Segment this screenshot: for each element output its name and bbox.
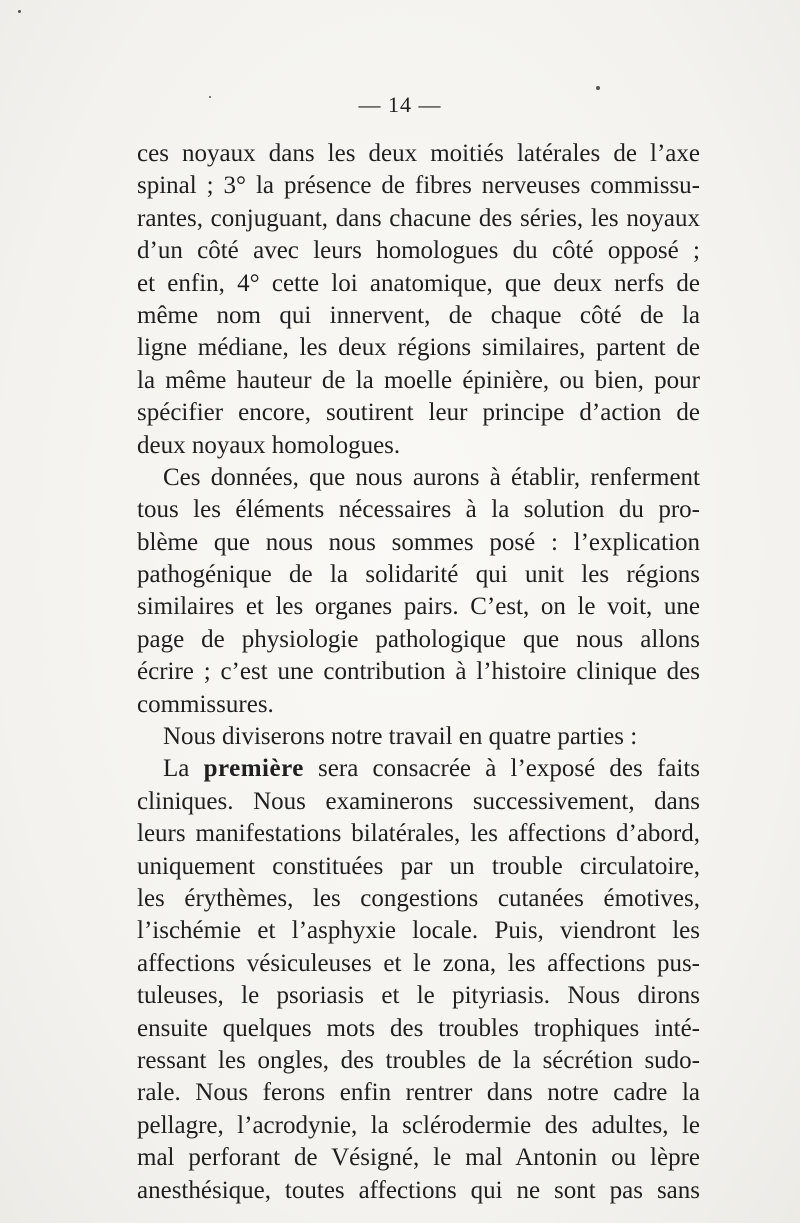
text-line: écrire ; c’est une contribution à l’histoire clinique des — [137, 658, 700, 686]
text-line: Ces données, que nous aurons à établir, renferment — [163, 463, 700, 491]
text-line: pellagre, l’acrodynie, la sclérodermie des adultes, le — [137, 1111, 700, 1139]
text-line: l’ischémie et l’asphyxie locale. Puis, viendront les — [137, 917, 700, 945]
ink-speck — [18, 10, 21, 13]
text-line: ligne médiane, les deux régions similaires, partent de — [137, 334, 700, 362]
body-text — [137, 138, 700, 1207]
page-number: — 14 — — [358, 92, 442, 117]
text-line: la même hauteur de la moelle épinière, ou bien, pour — [137, 366, 700, 394]
text-line: deux noyaux homologues. — [137, 431, 401, 459]
text-line: ces noyaux dans les deux moitiés latérales de l’axe — [137, 140, 700, 167]
text-line: uniquement constituées par un trouble circulatoire, — [137, 852, 700, 880]
text-line: pathogénique de la solidarité qui unit les régions — [137, 561, 700, 589]
emphasis-word: première — [203, 755, 304, 783]
text-line: spinal ; 3° la présence de fibres nerveuses commissu- — [137, 172, 700, 200]
text-line: spécifier encore, soutirent leur principe d’action de — [137, 399, 700, 427]
text-line: rale. Nous ferons enfin rentrer dans notre cadre la — [137, 1079, 700, 1107]
text-line: similaires et les organes pairs. C’est, on le voit, une — [137, 593, 700, 621]
text-line — [137, 753, 700, 785]
text-line: et enfin, 4° cette loi anatomique, que deux nerfs de — [137, 269, 700, 297]
text-line: ensuite quelques mots des troubles trophiques inté- — [137, 1014, 700, 1042]
text-run: sera consacrée à l’exposé des faits — [303, 755, 700, 783]
text-line: leurs manifestations bilatérales, les affections d’abord, — [137, 820, 700, 848]
text-run: La — [163, 755, 204, 783]
text-line: même nom qui innervent, de chaque côté de la — [137, 301, 700, 329]
ink-speck — [596, 86, 600, 90]
text-line: anesthésique, toutes affections qui ne sont pas sans — [137, 1176, 700, 1204]
text-line: commissures. — [137, 690, 274, 718]
text-line: affections vésiculeuses et le zona, les affections pus- — [137, 949, 700, 977]
text-line: ressant les ongles, des troubles de la sécrétion sudo- — [137, 1046, 700, 1074]
text-line: page de physiologie pathologique que nous allons — [137, 625, 700, 653]
text-line: d’un côté avec leurs homologues du côté opposé ; — [137, 237, 700, 265]
text-line: les érythèmes, les congestions cutanées émotives, — [137, 884, 700, 912]
text-line: mal perforant de Vésigné, le mal Antonin ou lèpre — [137, 1144, 700, 1172]
text-line: blème que nous nous sommes posé : l’explication — [137, 528, 700, 556]
text-line: rantes, conjuguant, dans chacune des séries, les noyaux — [137, 204, 700, 232]
text-line: tous les éléments nécessaires à la solution du pro- — [137, 496, 700, 524]
text-line: cliniques. Nous examinerons successivement, dans — [137, 787, 700, 815]
text-line: Nous diviserons notre travail en quatre parties : — [163, 723, 638, 751]
text-line: tuleuses, le psoriasis et le pityriasis. Nous dirons — [137, 982, 700, 1010]
